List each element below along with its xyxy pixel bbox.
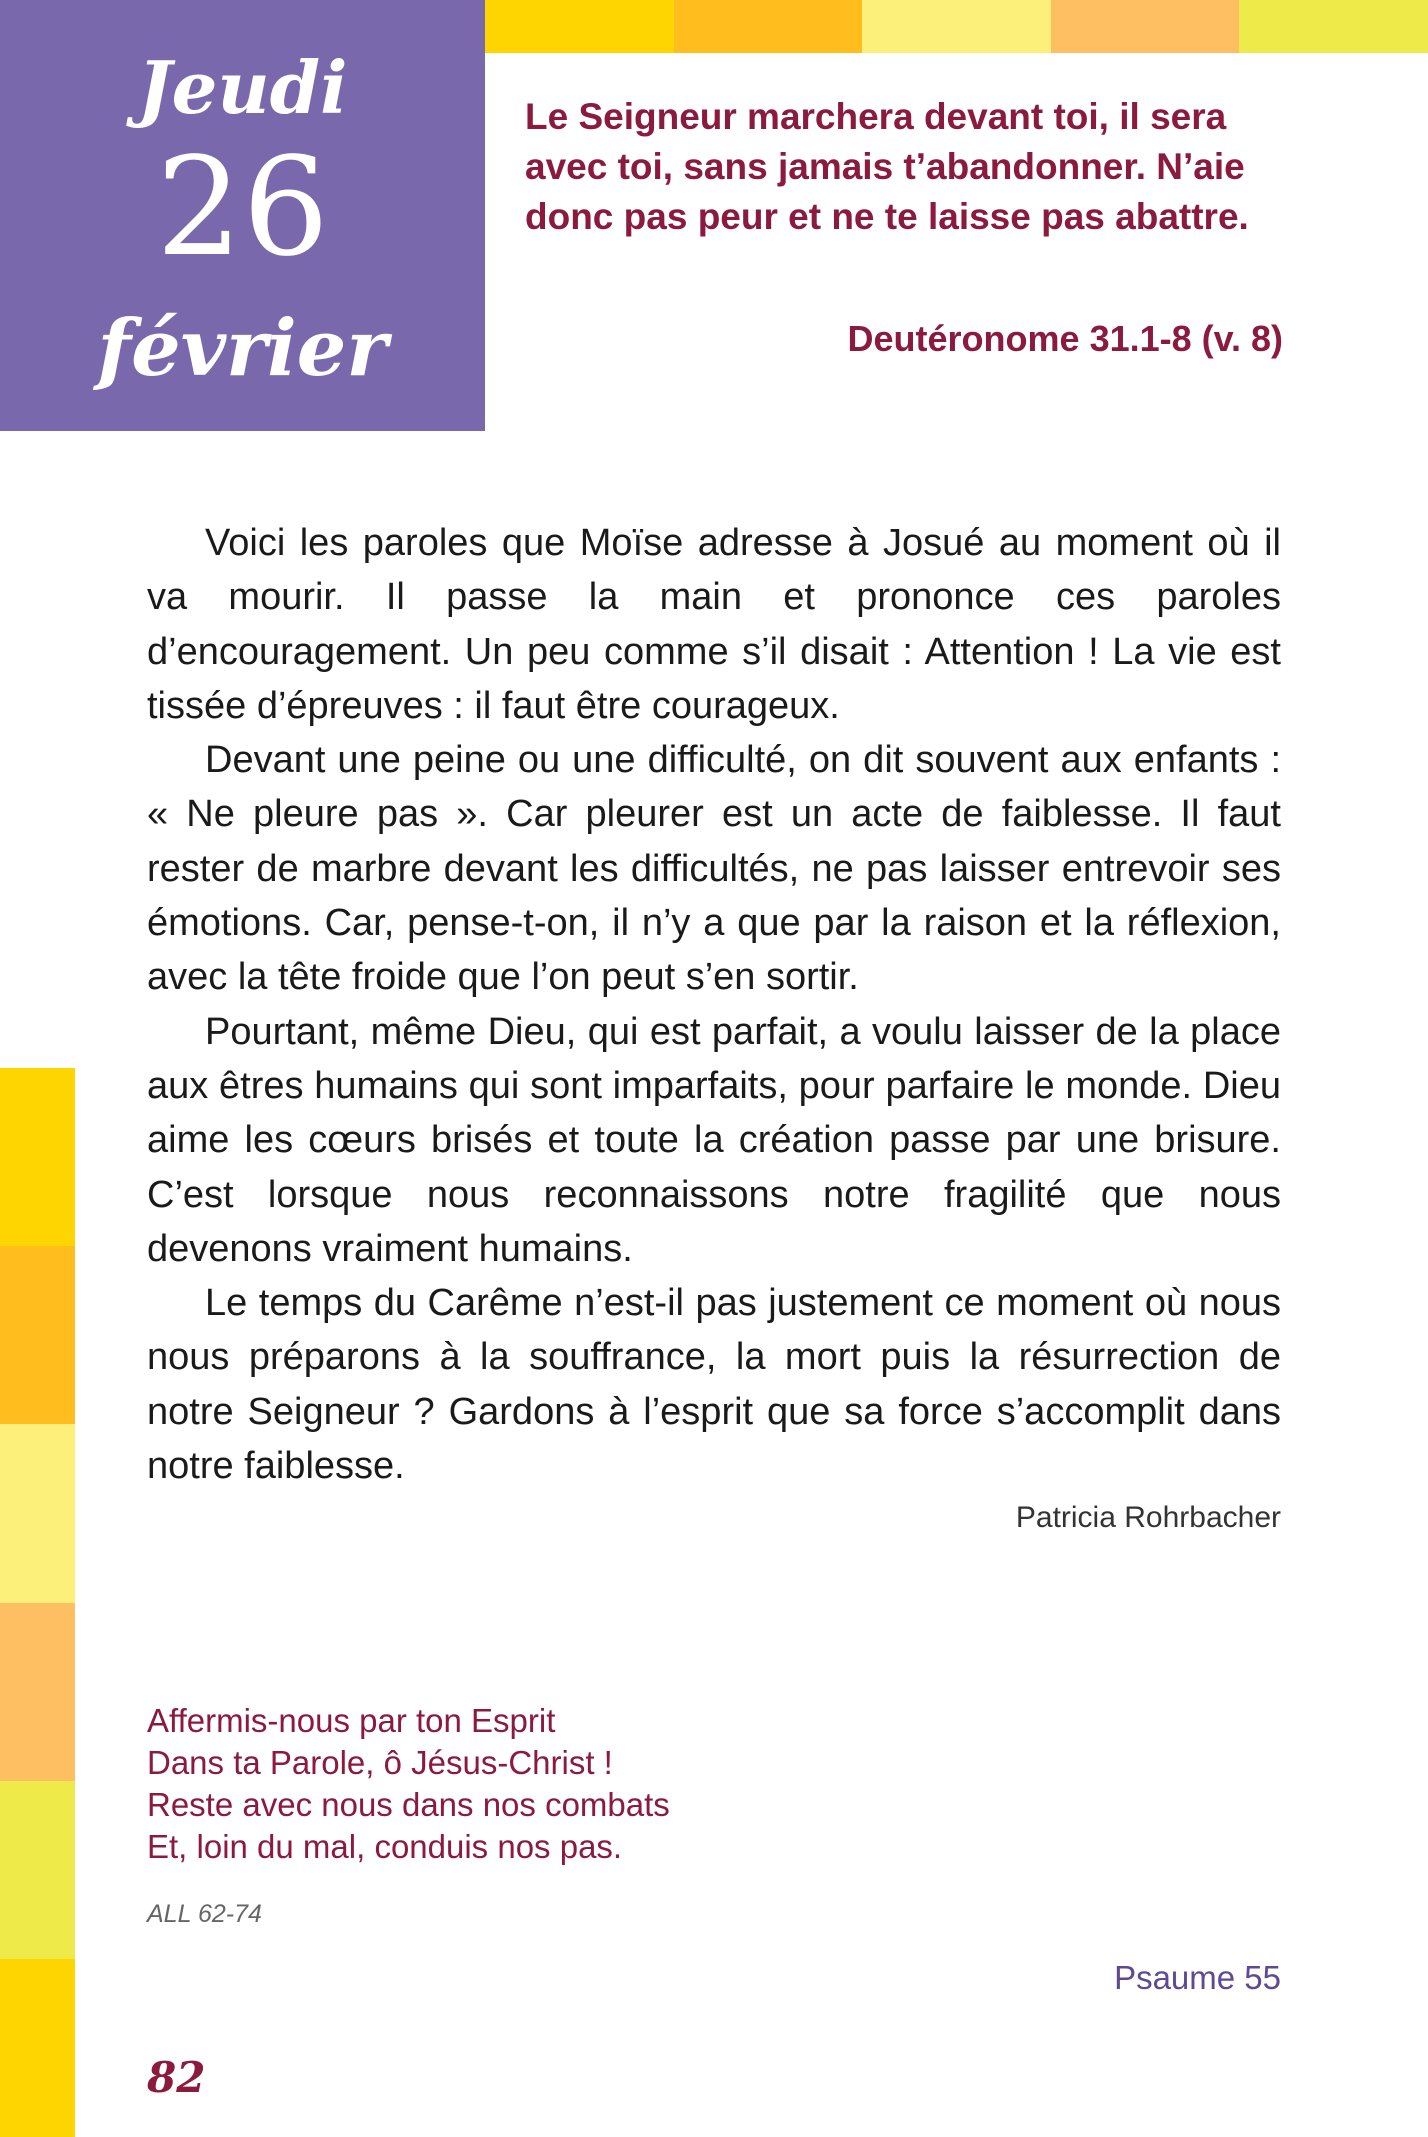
top-color-segment xyxy=(1239,0,1428,53)
side-color-segment xyxy=(0,1959,75,2137)
top-color-segment xyxy=(485,0,674,53)
bible-verse: Le Seigneur marchera devant toi, il sera avec toi, sans jamais t’abandonner. N’aie donc pas peur et ne te laisse pas abattre. xyxy=(525,96,1249,237)
meditation-paragraph: Le temps du Carême n’est-il pas justement ce moment où nous nous préparons à la souffrance, la mort puis la résurrection de notre Seigneur ? Gardons à l’esprit que sa force s’accomplit dans notre faiblesse. xyxy=(147,1282,1281,1488)
psalm-reference: Psaume 55 xyxy=(1114,1959,1281,1996)
date-box xyxy=(0,0,485,431)
prayer-stanza xyxy=(147,1700,947,1868)
hymn-reference: ALL 62-74 xyxy=(147,1900,262,1928)
meditation-text xyxy=(147,516,1281,1493)
verse-reference: Deutéronome 31.1-8 (v. 8) xyxy=(847,318,1283,359)
date-day: Jeudi xyxy=(137,45,348,130)
top-color-bar xyxy=(485,0,1428,53)
top-color-segment xyxy=(674,0,863,53)
side-color-segment xyxy=(0,1068,75,1246)
page-number: 82 xyxy=(147,2053,206,2102)
meditation-paragraph: Devant une peine ou une difficulté, on dit souvent aux enfants : « Ne pleure pas ». Car pleurer est un acte de faiblesse. Il faut rester de marbre devant les difficultés, ne pas laisser entrevoir ses émotions. Car, pense-t-on, il n’y a que par la raison et la réflexion, avec la tête froide que l’on peut s’en sortir. xyxy=(147,739,1281,999)
side-color-segment xyxy=(0,1424,75,1602)
side-color-segment xyxy=(0,1246,75,1424)
top-color-segment xyxy=(862,0,1051,53)
top-color-segment xyxy=(1051,0,1240,53)
date-month: février xyxy=(97,303,388,394)
date-number: 26 xyxy=(155,129,330,287)
side-color-segment xyxy=(0,1781,75,1959)
side-color-segment xyxy=(0,1603,75,1781)
side-color-bar xyxy=(0,1068,75,2137)
prayer-line: Et, loin du mal, conduis nos pas. xyxy=(147,1828,623,1865)
prayer-line: Dans ta Parole, ô Jésus-Christ ! xyxy=(147,1744,613,1781)
meditation-paragraph: Pourtant, même Dieu, qui est parfait, a voulu laisser de la place aux êtres humains qui sont imparfaits, pour parfaire le monde. Dieu aime les cœurs brisés et toute la création passe par une brisure. C’est lorsque nous reconnaissons notre fragilité que nous devenons vraiment humains. xyxy=(147,1010,1281,1270)
prayer-line: Reste avec nous dans nos combats xyxy=(147,1786,670,1823)
meditation-paragraph: Voici les paroles que Moïse adresse à Josué au moment où il va mourir. Il passe la main et prononce ces paroles d’encouragement. Un peu comme s’il disait : Attention ! La vie est tissée d’épreuves : il faut être courageux. xyxy=(147,522,1281,727)
prayer-line: Affermis-nous par ton Esprit xyxy=(147,1702,556,1739)
author-name: Patricia Rohrbacher xyxy=(1015,1501,1281,1534)
